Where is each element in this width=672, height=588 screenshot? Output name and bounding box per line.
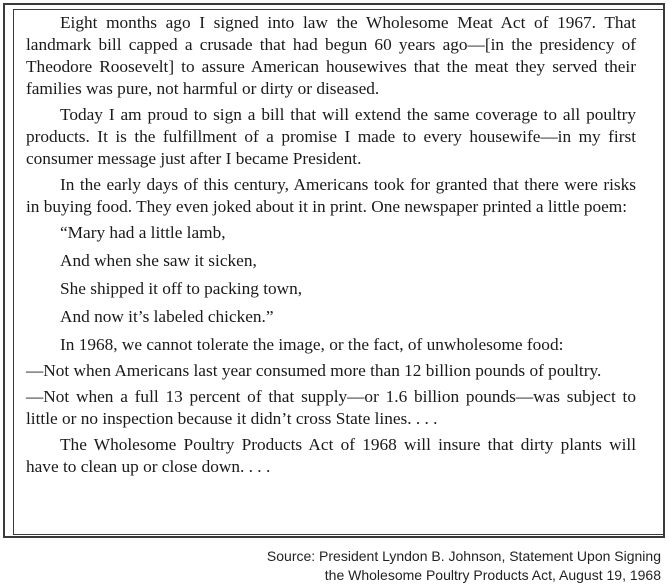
paragraph-2: Today I am proud to sign a bill that will extend the same coverage to all poultry products. It is the fulfillment of a promise I made to every housewife—in my first consumer message just after I became President. bbox=[26, 105, 636, 168]
paragraph-after-poem: In 1968, we cannot tolerate the image, or the fact, of unwholesome food: bbox=[60, 335, 564, 354]
passage-text bbox=[26, 12, 636, 482]
paragraph-1: Eight months ago I signed into law the Wholesome Meat Act of 1967. That landmark bill capped a crusade that had begun 60 years ago—[in the presidency of Theodore Roosevelt] to assure American housewives that the meat they served their families was pure, not harmful or dirty or diseased. bbox=[26, 13, 636, 98]
poem-line-2: And when she saw it sicken, bbox=[60, 251, 257, 270]
paragraph-3: In the early days of this century, Americans took for granted that there were risks in buying food. They even joked about it in print. One newspaper printed a little poem: bbox=[26, 175, 636, 216]
poem-line-1: “Mary had a little lamb, bbox=[60, 223, 226, 242]
dash-item-2: —Not when a full 13 percent of that supply—or 1.6 billion pounds—was subject to little or no inspection because it didn’t cross State lines. . . . bbox=[26, 387, 636, 428]
dash-item-1: —Not when Americans last year consumed more than 12 billion pounds of poultry. bbox=[26, 361, 602, 380]
source-citation bbox=[267, 547, 661, 585]
poem-line-4: And now it’s labeled chicken.” bbox=[60, 307, 274, 326]
poem-line-3: She shipped it off to packing town, bbox=[60, 279, 303, 298]
source-line-2: the Wholesome Poultry Products Act, August 19, 1968 bbox=[324, 567, 661, 583]
closing-paragraph: The Wholesome Poultry Products Act of 1968 will insure that dirty plants will have to clean up or close down. . . . bbox=[26, 435, 636, 476]
source-line-1: Source: President Lyndon B. Johnson, Statement Upon Signing bbox=[266, 548, 661, 564]
